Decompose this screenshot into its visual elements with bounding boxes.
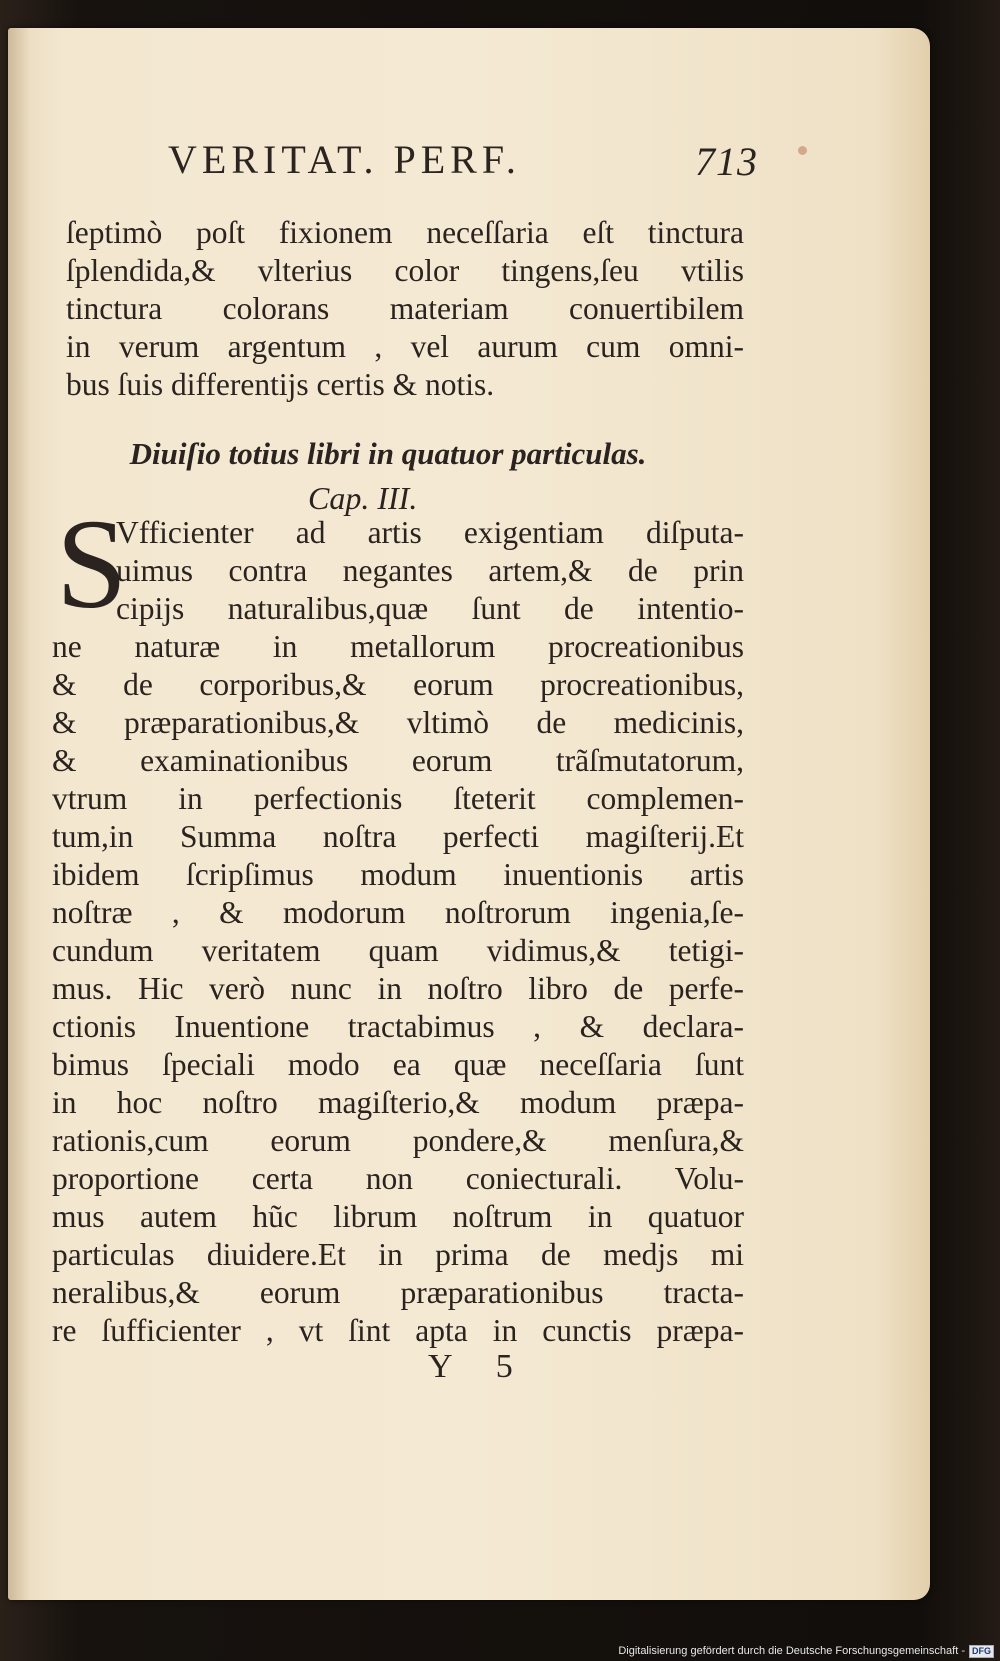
text-line: & de corporibus,& eorum procreationibus, [52, 667, 744, 702]
catchword-signature: Y 5 [428, 1348, 531, 1385]
text-line: vtrum in perfectionis ſteterit complemen- [52, 781, 744, 816]
paper-stain [798, 146, 807, 155]
digitization-credit [618, 1644, 994, 1658]
text-line: & examinationibus eorum trãſmutatorum, [52, 743, 744, 778]
text-line: ſplendida,& vlterius color tingens,ſeu vtilis [66, 253, 744, 288]
text-line: uimus contra negantes artem,& de prin [116, 553, 744, 588]
text-line: in hoc noſtro magiſterio,& modum præpa- [52, 1085, 744, 1120]
text-line: particulas diuidere.Et in prima de medjs mi [52, 1237, 744, 1272]
text-line: proportione certa non coniecturali. Volu- [52, 1161, 744, 1196]
text-line: ctionis Inuentione tractabimus , & declara- [52, 1009, 744, 1044]
text-line: & præparationibus,& vltimò de medicinis, [52, 705, 744, 740]
text-line: bus ſuis differentijs certis & notis. [66, 367, 495, 402]
text-line: cipijs naturalibus,quæ ſunt de intentio- [116, 591, 744, 626]
text-block-top [66, 214, 744, 404]
text-line: bimus ſpeciali modo ea quæ neceſſaria ſunt [52, 1047, 744, 1082]
page-header [168, 136, 758, 196]
running-head: VERITAT. PERF. [168, 137, 521, 182]
text-line: Vfficienter ad artis exigentiam diſputa- [116, 515, 744, 550]
text-block-indented [116, 514, 744, 628]
chapter-label: Cap. III. [308, 480, 418, 516]
text-line: mus autem hũc librum noſtrum in quatuor [52, 1199, 744, 1234]
text-line: mus. Hic verò nunc in noſtro libro de perfe- [52, 971, 744, 1006]
text-line: rationis,cum eorum pondere,& menſura,& [52, 1123, 744, 1158]
text-line: cundum veritatem quam vidimus,& tetigi- [52, 933, 744, 968]
text-line: tum,in Summa noſtra perfecti magiſterij.Et [52, 819, 744, 854]
text-line: in verum argentum , vel aurum cum omni- [66, 329, 744, 364]
text-line: tinctura colorans materiam conuertibilem [66, 291, 744, 326]
text-line: neralibus,& eorum præparationibus tracta- [52, 1275, 744, 1310]
text-line: noſtræ , & modorum noſtrorum ingenia,ſe- [52, 895, 744, 930]
text-block-main [52, 628, 744, 1350]
page-number: 713 [695, 139, 758, 184]
section-heading: Diuiſio totius libri in quatuor particulas. [129, 436, 647, 471]
credit-text: Digitalisierung gefördert durch die Deutsche Forschungsgemeinschaft - [618, 1645, 965, 1657]
dfg-logo-icon: DFG [969, 1645, 994, 1658]
book-page [8, 28, 930, 1600]
drop-cap-initial: S [56, 493, 128, 635]
text-line: ne naturæ in metallorum procreationibus [52, 629, 744, 664]
text-line: ibidem ſcripſimus modum inuentionis artis [52, 857, 744, 892]
text-line: ſeptimò poſt fixionem neceſſaria eſt tinctura [66, 215, 744, 250]
text-line: re ſufficienter , vt ſint apta in cunctis præpa- [52, 1313, 744, 1348]
